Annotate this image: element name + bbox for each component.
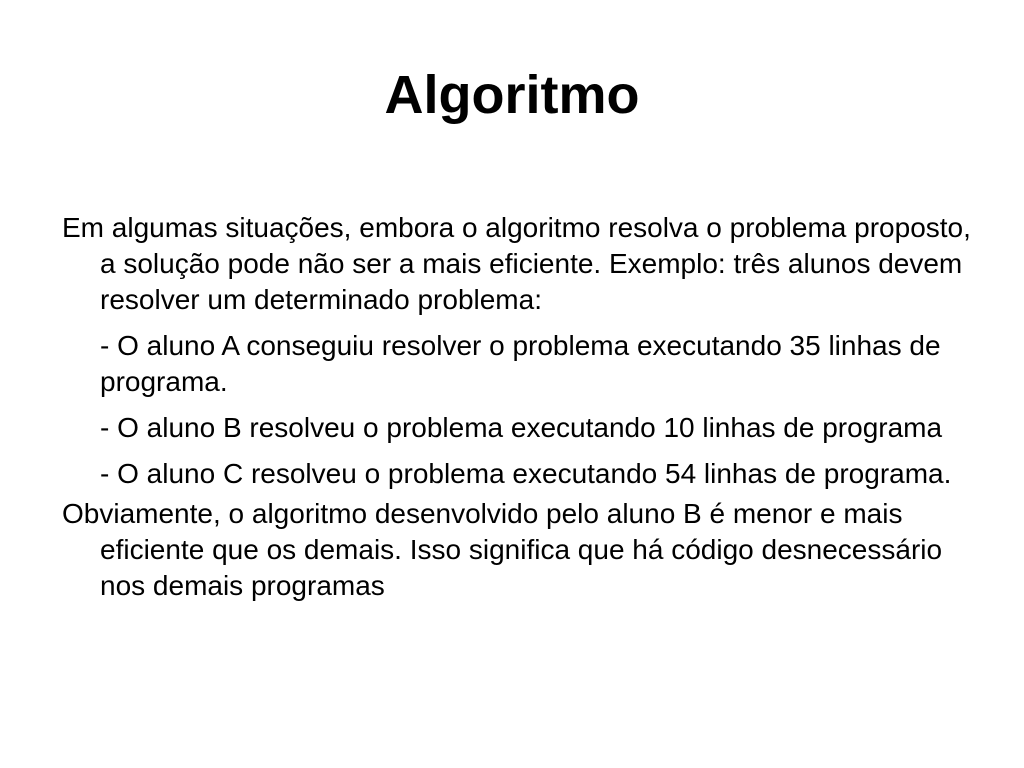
paragraph-intro: Em algumas situações, embora o algoritmo resolva o problema proposto, a solução pode não ser a mais eficiente. Exemplo: três alunos devem resolver um determinado problema: — [62, 212, 971, 315]
paragraph-conclusion: Obviamente, o algoritmo desenvolvido pelo aluno B é menor e mais eficiente que os demais. Isso significa que há código desnecessário nos demais programas — [62, 498, 943, 601]
slide-title: Algoritmo — [384, 65, 640, 125]
sub-item-student-a: - O aluno A conseguiu resolver o problema executando 35 linhas de programa. — [100, 330, 941, 397]
sub-item-student-c: - O aluno C resolveu o problema executando 54 linhas de programa. — [100, 458, 952, 489]
sub-item-student-b: - O aluno B resolveu o problema executando 10 linhas de programa — [100, 412, 943, 443]
slide-body — [62, 210, 972, 604]
